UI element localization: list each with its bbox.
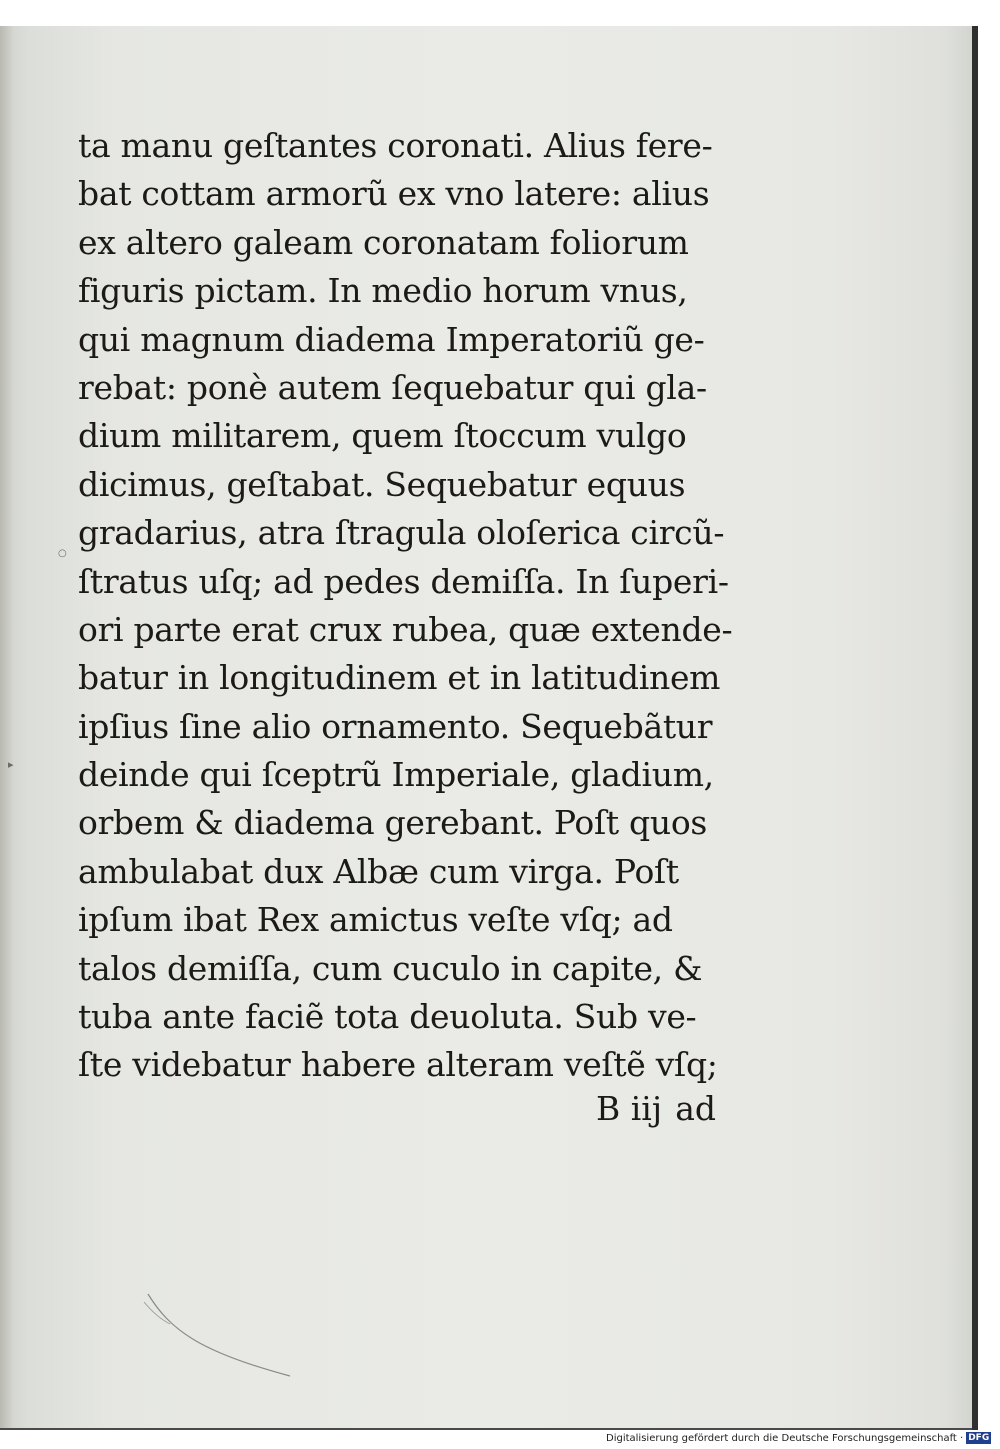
credit-text: Digitalisierung gefördert durch die Deutsche Forschungsgemeinschaft <box>606 1433 957 1444</box>
text-line: ſte videbatur habere alteram veſtẽ vſq; <box>78 1045 718 1085</box>
text-line: gradarius, atra ſtragula oloſerica circũ- <box>78 513 725 553</box>
signature-mark: B iij <box>596 1089 663 1128</box>
text-line: rebat: ponè autem ſequebatur qui gla- <box>78 367 707 407</box>
text-line: tuba ante faciẽ tota deuoluta. Sub ve- <box>78 997 697 1037</box>
margin-dot-icon: ○ <box>58 548 67 559</box>
text-line: qui magnum diadema Imperatoriũ ge- <box>78 319 705 359</box>
digitization-credit: Digitalisierung gefördert durch die Deutsche Forschungsgemeinschaft · DFG <box>606 1433 990 1444</box>
text-line: dicimus, geſtabat. Sequebatur equus <box>78 464 686 504</box>
page-gutter <box>0 26 14 1428</box>
text-line: ex altero galeam coronatam foliorum <box>78 222 689 262</box>
text-line: ſtratus uſq; ad pedes demiſſa. In ſuperi- <box>78 561 729 601</box>
margin-tick-icon: ▸ <box>8 758 14 771</box>
page-footer <box>78 1085 718 1133</box>
text-line: ambulabat dux Albæ cum virga. Poſt <box>78 851 679 891</box>
text-line: deinde qui ſceptrũ Imperiale, gladium, <box>78 755 714 795</box>
text-line: batur in longitudinem et in latitudinem <box>78 658 721 698</box>
catchword: ad <box>675 1089 716 1128</box>
body-text <box>78 122 733 1090</box>
text-line: talos demiſſa, cum cuculo in capite, & <box>78 948 703 988</box>
text-line: ori parte erat crux rubea, quæ extende- <box>78 609 733 649</box>
text-line: ipſum ibat Rex amictus veſte vſq; ad <box>78 900 673 940</box>
text-line: figuris pictam. In medio horum vnus, <box>78 271 688 311</box>
page-edge <box>972 26 978 1430</box>
text-line: ta manu geſtantes coronati. Alius fere- <box>78 126 713 165</box>
text-line: ipſius ſine alio ornamento. Sequebãtur <box>78 706 713 746</box>
paper-scratch <box>140 1290 300 1380</box>
text-line: dium militarem, quem ſtoccum vulgo <box>78 416 687 456</box>
dfg-logo-icon: DFG <box>968 1433 990 1443</box>
text-line: orbem & diadema gerebant. Poſt quos <box>78 803 708 843</box>
text-line: bat cottam armorũ ex vno latere: alius <box>78 174 710 214</box>
